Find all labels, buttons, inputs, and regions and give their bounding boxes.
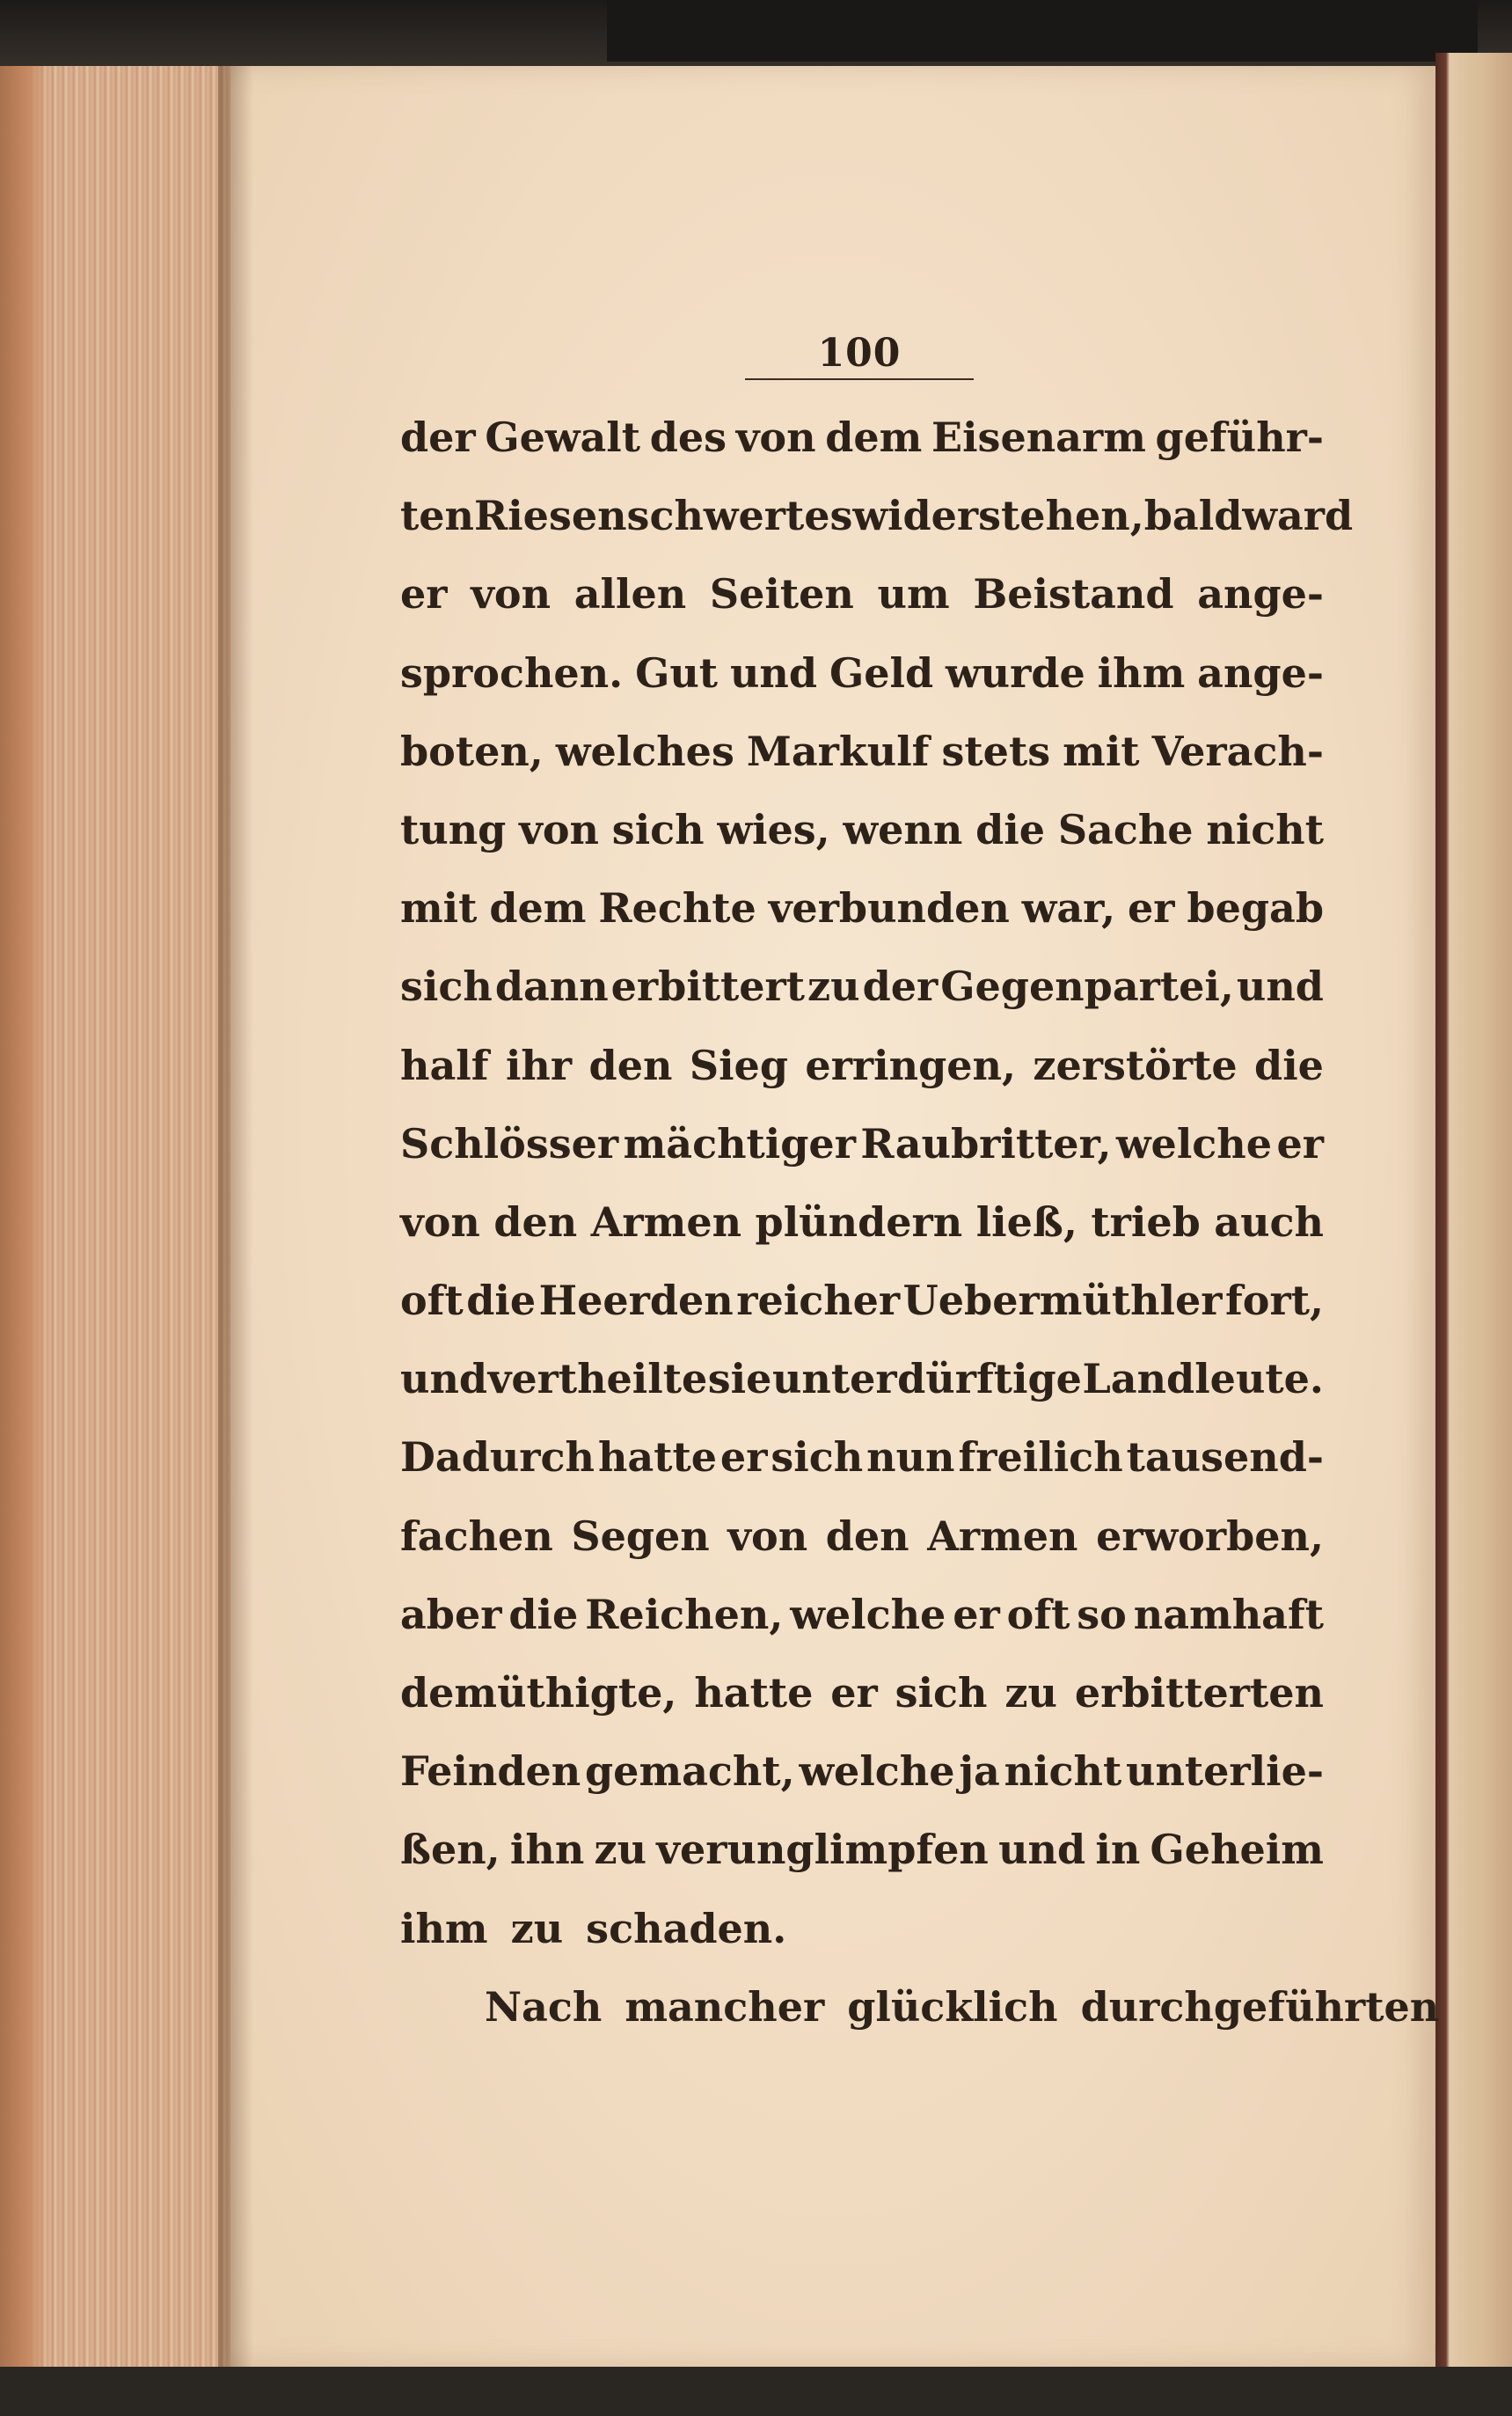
text-line	[400, 1905, 1324, 1983]
word: oft	[1006, 1590, 1070, 1638]
word: fachen	[400, 1512, 553, 1560]
text-line	[400, 1433, 1324, 1512]
text-line	[400, 1355, 1324, 1433]
word: allen	[573, 570, 687, 619]
word: Verach-	[1151, 727, 1324, 775]
text-line	[400, 1277, 1324, 1355]
word: nun	[866, 1433, 955, 1482]
word: Schlösser	[400, 1119, 619, 1168]
word: von	[735, 414, 816, 461]
text-line	[400, 1512, 1324, 1591]
word: die	[508, 1590, 579, 1638]
word: Heerden	[538, 1277, 734, 1325]
word: die	[975, 805, 1045, 853]
word: dem	[489, 884, 587, 933]
page-stack-outer-edge	[0, 66, 48, 2367]
page-number: 100	[817, 331, 902, 376]
word: Nach	[485, 1982, 603, 2031]
word: half	[400, 1041, 489, 1089]
body-text	[400, 414, 1440, 2061]
text-line	[400, 1042, 1324, 1120]
word: erworben,	[1096, 1512, 1324, 1560]
text-line	[400, 884, 1324, 963]
word: zu	[594, 1826, 647, 1874]
word: ßen,	[400, 1826, 500, 1874]
word: geführ-	[1155, 414, 1324, 461]
word: ließ,	[975, 1197, 1077, 1246]
word: und	[729, 648, 818, 697]
word: Raubritter,	[860, 1119, 1112, 1168]
word: wenn	[843, 805, 963, 853]
text-line	[400, 728, 1324, 806]
word: Gegenpartei,	[940, 963, 1234, 1011]
text-line	[400, 414, 1324, 492]
word: Gewalt	[485, 414, 641, 461]
word: Markulf	[746, 727, 930, 775]
word: Landleute.	[1082, 1355, 1324, 1403]
text-line	[400, 1591, 1324, 1669]
word: ward	[1242, 492, 1354, 540]
word: mancher	[625, 1982, 825, 2031]
word: tausend-	[1126, 1433, 1324, 1482]
word: dem	[825, 414, 923, 461]
word: verbunden	[768, 884, 1010, 933]
word: er	[719, 1433, 768, 1482]
word: der	[862, 963, 939, 1011]
word: zu	[807, 963, 860, 1011]
word: Eisenarm	[931, 414, 1146, 461]
word: trieb	[1091, 1197, 1201, 1246]
word: auch	[1214, 1197, 1324, 1246]
word: in	[1095, 1826, 1141, 1874]
word: Gut	[635, 648, 719, 697]
paragraph	[400, 414, 1354, 1983]
word: mit	[1063, 727, 1140, 775]
word: sich	[400, 963, 493, 1011]
word: vertheilte	[487, 1355, 708, 1403]
word: sich	[771, 1433, 864, 1482]
page-header	[230, 324, 1435, 385]
word: mit	[400, 884, 478, 933]
text-line	[400, 1669, 1324, 1747]
word: gemacht,	[585, 1747, 795, 1796]
word: er	[1276, 1119, 1324, 1168]
word: nicht	[1206, 805, 1324, 853]
word: ihn	[509, 1826, 585, 1874]
word: die	[466, 1277, 537, 1325]
word: fort,	[1225, 1277, 1324, 1325]
word: ihm	[400, 1904, 488, 1952]
word: Armen	[590, 1197, 742, 1246]
word: nicht	[1004, 1747, 1122, 1796]
right-book-board	[1435, 53, 1512, 2393]
word: Dadurch	[400, 1433, 595, 1482]
word: den	[493, 1197, 578, 1246]
word: ja	[959, 1747, 1000, 1796]
page-stack-edges	[0, 66, 233, 2367]
word: erringen,	[805, 1041, 1016, 1089]
word: plündern	[755, 1197, 963, 1246]
word: der	[400, 414, 476, 461]
text-line	[400, 1120, 1324, 1198]
word: hatte	[694, 1669, 814, 1717]
word: freilich	[958, 1433, 1123, 1482]
paragraph	[400, 1982, 1440, 2061]
word: erbitterten	[1074, 1669, 1324, 1717]
word: von	[519, 805, 599, 853]
word: und	[1236, 963, 1324, 1011]
word: so	[1077, 1590, 1127, 1638]
word: Sache	[1057, 805, 1194, 853]
word: ange-	[1197, 570, 1324, 619]
text-line	[400, 492, 1354, 570]
word: welches	[555, 727, 734, 775]
word: welche	[790, 1590, 946, 1638]
word: Geld	[829, 648, 934, 697]
word: und	[400, 1355, 488, 1403]
word: Sieg	[689, 1041, 788, 1089]
word: namhaft	[1133, 1590, 1324, 1638]
word: er	[830, 1669, 878, 1717]
word: sich	[611, 805, 705, 853]
word: wies,	[717, 805, 830, 853]
text-line	[400, 963, 1324, 1041]
word: boten,	[400, 727, 544, 775]
bottom-edge	[0, 2367, 1512, 2416]
word: widerstehen,	[852, 492, 1144, 540]
text-line	[400, 1747, 1324, 1826]
word: welche	[1115, 1119, 1273, 1168]
header-rule	[745, 378, 974, 380]
word: verunglimpfen	[656, 1826, 989, 1874]
word: ten	[400, 492, 474, 540]
word: zu	[510, 1904, 564, 1952]
word: tung	[400, 805, 507, 853]
text-line	[400, 649, 1324, 728]
text-line	[400, 1826, 1324, 1904]
word: aber	[400, 1590, 502, 1638]
word: stets	[941, 727, 1051, 775]
word: Riesenschwertes	[473, 492, 853, 540]
text-line	[400, 806, 1324, 884]
word: war,	[1021, 884, 1116, 933]
word: Uebermüthler	[902, 1277, 1223, 1325]
word: und	[998, 1826, 1086, 1874]
word: demüthigte,	[400, 1669, 677, 1717]
word: unterlie-	[1126, 1747, 1324, 1796]
word: die	[1254, 1041, 1324, 1089]
word: ihr	[505, 1041, 573, 1089]
word: den	[588, 1041, 673, 1089]
word: um	[877, 570, 950, 619]
word: Segen	[571, 1512, 710, 1560]
word: zu	[1004, 1669, 1057, 1717]
word: dann	[494, 963, 609, 1011]
word: Geheim	[1150, 1826, 1324, 1874]
word: hatte	[597, 1433, 717, 1482]
word: Feinden	[400, 1747, 581, 1796]
word: er	[953, 1590, 1000, 1638]
text-line	[400, 1198, 1324, 1277]
word: sprochen.	[400, 648, 624, 697]
word: den	[825, 1512, 909, 1560]
word: dürftige	[897, 1355, 1082, 1403]
word: Reichen,	[585, 1590, 784, 1638]
word: Beistand	[973, 570, 1174, 619]
gutter-shadow	[218, 66, 253, 2367]
word: begab	[1187, 884, 1324, 933]
word: von	[400, 1197, 480, 1246]
word: durchgeführten	[1080, 1982, 1440, 2031]
word: ihm	[1097, 648, 1186, 697]
word: oft	[400, 1277, 464, 1325]
word: von	[727, 1512, 808, 1560]
word: Armen	[927, 1512, 1078, 1560]
word: er	[400, 570, 448, 619]
word: erbittert	[610, 963, 806, 1011]
word: wurde	[946, 648, 1085, 697]
word: glücklich	[847, 1982, 1058, 2031]
word: ange-	[1197, 648, 1324, 697]
word: unter	[771, 1355, 897, 1403]
top-notch	[607, 0, 1478, 62]
word: Rechte	[598, 884, 756, 933]
word: Seiten	[709, 570, 854, 619]
word: des	[649, 414, 727, 461]
word: schaden.	[586, 1904, 787, 1952]
word: zerstörte	[1033, 1041, 1238, 1089]
word: von	[471, 570, 551, 619]
word: sie	[707, 1355, 772, 1403]
text-line	[400, 1982, 1440, 2061]
word: bald	[1143, 492, 1243, 540]
word: mächtiger	[623, 1119, 856, 1168]
word: welche	[799, 1747, 955, 1796]
text-line	[400, 570, 1324, 648]
word: reicher	[736, 1277, 901, 1325]
word: sich	[895, 1669, 988, 1717]
word: er	[1128, 884, 1175, 933]
